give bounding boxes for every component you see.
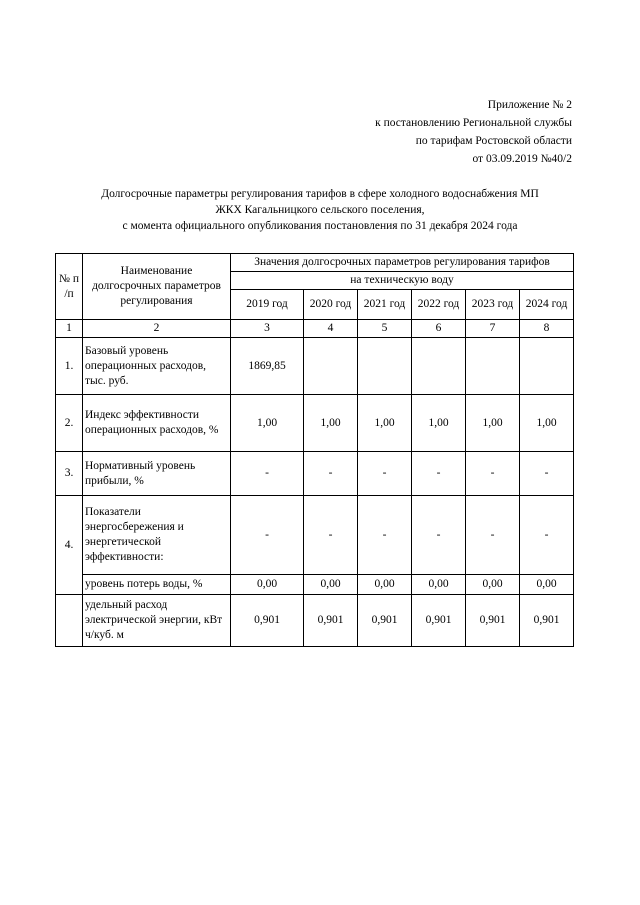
value-cell: 0,901 xyxy=(231,595,304,647)
value-cell xyxy=(466,338,520,395)
document-title xyxy=(40,186,600,234)
table-row xyxy=(56,338,574,395)
appendix-number: Приложение № 2 xyxy=(487,99,572,111)
row-number: 1. xyxy=(56,338,83,395)
appendix-reference xyxy=(272,96,572,168)
value-cell: - xyxy=(412,496,466,575)
value-cell: 0,901 xyxy=(358,595,412,647)
value-cell xyxy=(358,338,412,395)
column-number: 8 xyxy=(520,320,574,338)
header-year-2021: 2021 год xyxy=(358,290,412,320)
value-cell: - xyxy=(304,452,358,496)
value-cell: 0,00 xyxy=(304,575,358,595)
row-number: 4. xyxy=(56,496,83,595)
value-cell: 1869,85 xyxy=(231,338,304,395)
value-cell: - xyxy=(231,452,304,496)
parameter-name: Базовый уровень операционных расходов, тыс. руб. xyxy=(83,338,231,395)
table-row xyxy=(56,575,574,595)
value-cell xyxy=(520,338,574,395)
value-cell: 0,901 xyxy=(304,595,358,647)
column-number: 3 xyxy=(231,320,304,338)
column-number: 4 xyxy=(304,320,358,338)
value-cell: 1,00 xyxy=(304,395,358,452)
parameter-name: Нормативный уровень прибыли, % xyxy=(83,452,231,496)
title-line-3: с момента официального опубликования постановления по 31 декабря 2024 года xyxy=(122,220,518,232)
title-line-1: Долгосрочные параметры регулирования тарифов в сфере холодного водоснабжения МП xyxy=(101,188,539,200)
column-number: 5 xyxy=(358,320,412,338)
header-row-number: № п /п xyxy=(56,254,83,320)
value-cell: 0,901 xyxy=(520,595,574,647)
value-cell: 1,00 xyxy=(466,395,520,452)
value-cell: - xyxy=(304,496,358,575)
appendix-resolution: к постановлению Региональной службы xyxy=(375,117,572,129)
value-cell: 0,00 xyxy=(412,575,466,595)
value-cell: - xyxy=(358,452,412,496)
value-cell: 0,901 xyxy=(412,595,466,647)
column-numbers-row xyxy=(56,320,574,338)
value-cell: 0,00 xyxy=(358,575,412,595)
column-number: 7 xyxy=(466,320,520,338)
parameter-name: уровень потерь воды, % xyxy=(83,575,231,595)
value-cell: 1,00 xyxy=(231,395,304,452)
parameters-table xyxy=(55,253,574,647)
header-values-title: Значения долгосрочных параметров регулирования тарифов xyxy=(231,254,574,272)
header-year-2020: 2020 год xyxy=(304,290,358,320)
parameter-name: удельный расход электрической энергии, кВт ч/куб. м xyxy=(83,595,231,647)
value-cell: 1,00 xyxy=(412,395,466,452)
value-cell: 0,00 xyxy=(520,575,574,595)
value-cell: 1,00 xyxy=(358,395,412,452)
value-cell: - xyxy=(466,496,520,575)
value-cell: 0,00 xyxy=(231,575,304,595)
title-line-2: ЖКХ Кагальницкого сельского поселения, xyxy=(215,204,425,216)
header-year-2024: 2024 год xyxy=(520,290,574,320)
appendix-authority: по тарифам Ростовской области xyxy=(415,135,572,147)
header-values-subtitle: на техническую воду xyxy=(231,272,574,290)
value-cell: - xyxy=(412,452,466,496)
column-number: 2 xyxy=(83,320,231,338)
value-cell: - xyxy=(466,452,520,496)
parameter-name: Индекс эффективности операционных расходов, % xyxy=(83,395,231,452)
value-cell: 0,901 xyxy=(466,595,520,647)
row-number: 3. xyxy=(56,452,83,496)
column-number: 1 xyxy=(56,320,83,338)
row-number: 2. xyxy=(56,395,83,452)
value-cell xyxy=(304,338,358,395)
value-cell: - xyxy=(520,452,574,496)
header-parameter-name: Наименование долгосрочных параметров регулирования xyxy=(83,254,231,320)
value-cell xyxy=(412,338,466,395)
value-cell: - xyxy=(231,496,304,575)
value-cell: - xyxy=(358,496,412,575)
parameter-name: Показатели энергосбережения и энергетической эффективности: xyxy=(83,496,231,575)
table-row xyxy=(56,395,574,452)
appendix-date: от 03.09.2019 №40/2 xyxy=(472,153,572,165)
table-row xyxy=(56,496,574,575)
table-row xyxy=(56,452,574,496)
table-row xyxy=(56,595,574,647)
row-number-empty xyxy=(56,595,83,647)
header-year-2022: 2022 год xyxy=(412,290,466,320)
value-cell: - xyxy=(520,496,574,575)
column-number: 6 xyxy=(412,320,466,338)
value-cell: 1,00 xyxy=(520,395,574,452)
header-year-2019: 2019 год xyxy=(231,290,304,320)
header-year-2023: 2023 год xyxy=(466,290,520,320)
value-cell: 0,00 xyxy=(466,575,520,595)
